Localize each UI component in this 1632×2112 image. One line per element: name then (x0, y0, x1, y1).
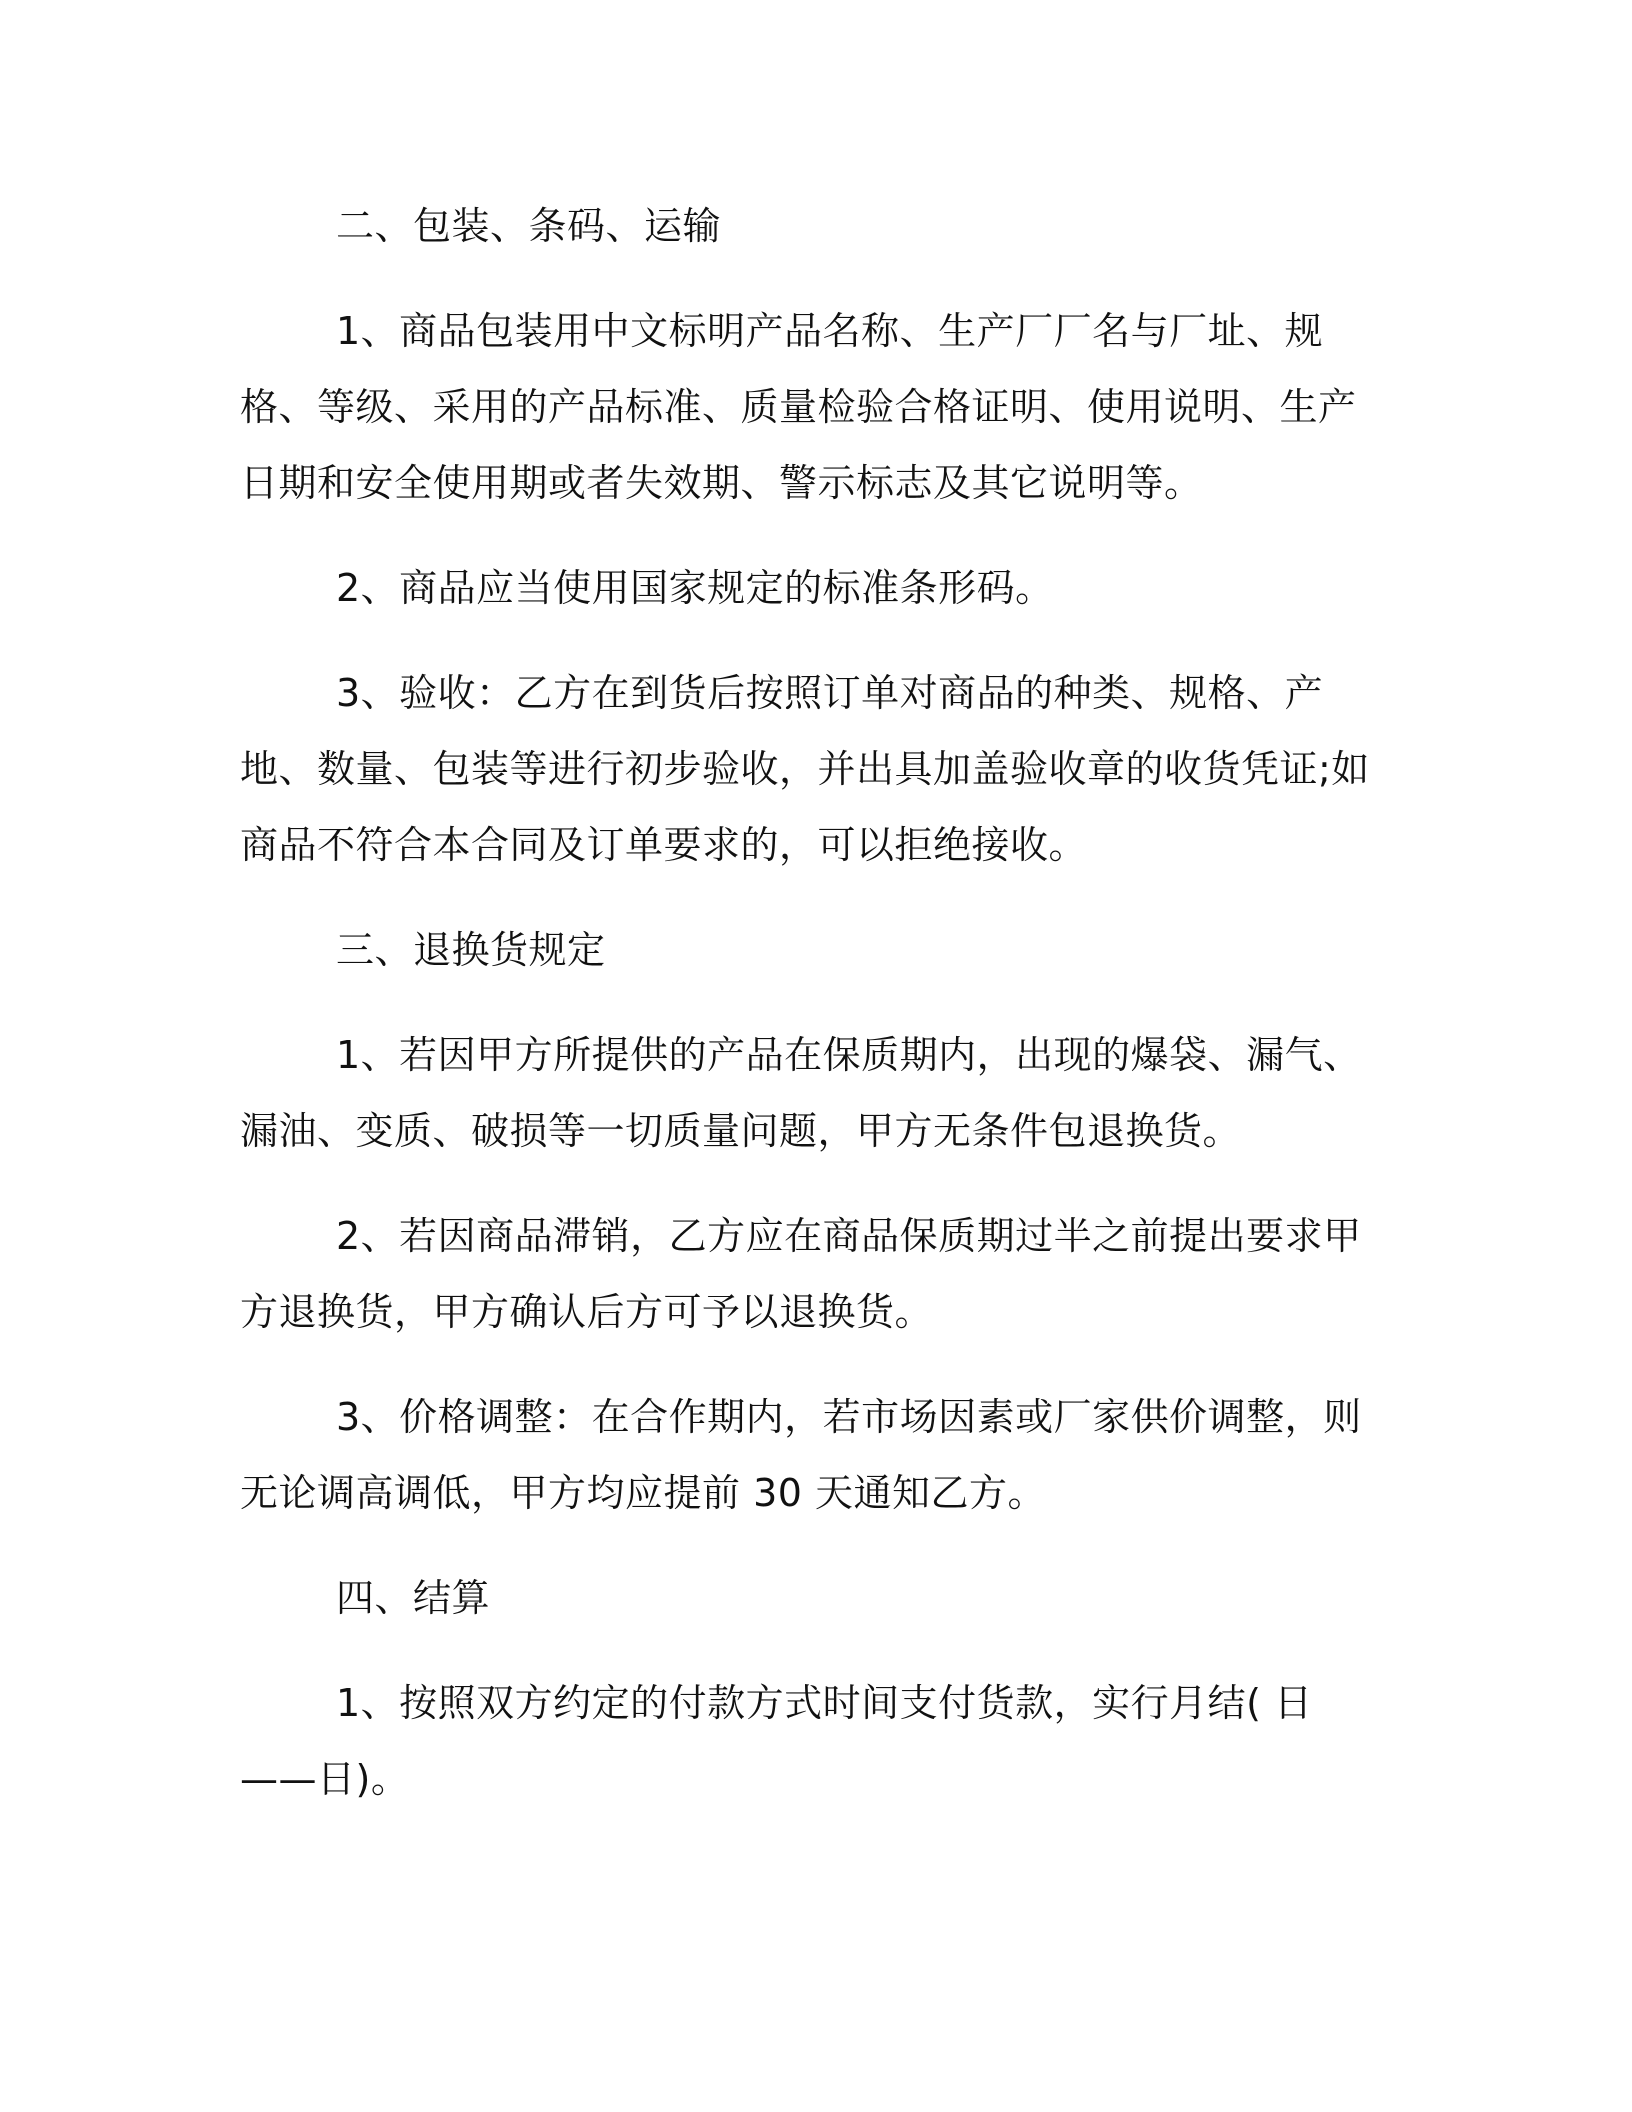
section-heading-returns: 三、退换货规定 (336, 928, 606, 972)
returns-item-1: 1、若因甲方所提供的产品在保质期内，出现的爆袋、漏气、漏油、变质、破损等一切质量问题，甲方无条件包退换货。 (240, 1033, 1362, 1153)
packaging-item-3: 3、验收：乙方在到货后按照订单对商品的种类、规格、产地、数量、包装等进行初步验收，并出具加盖验收章的收货凭证;如商品不符合本合同及订单要求的，可以拒绝接收。 (240, 671, 1370, 867)
section-heading-settlement: 四、结算 (336, 1576, 491, 1620)
packaging-item-2: 2、商品应当使用国家规定的标准条形码。 (336, 566, 1054, 610)
returns-item-2: 2、若因商品滞销，乙方应在商品保质期过半之前提出要求甲方退换货，甲方确认后方可予以退换货。 (240, 1214, 1362, 1334)
section-heading-packaging: 二、包装、条码、运输 (336, 204, 722, 248)
settlement-item-1: 1、按照双方约定的付款方式时间支付货款，实行月结( 日——日)。 (240, 1681, 1313, 1801)
packaging-item-1: 1、商品包装用中文标明产品名称、生产厂厂名与厂址、规格、等级、采用的产品标准、质量检验合格证明、使用说明、生产日期和安全使用期或者失效期、警示标志及其它说明等。 (240, 309, 1357, 505)
document-body (240, 188, 1370, 1846)
returns-item-3: 3、价格调整：在合作期内，若市场因素或厂家供价调整，则无论调高调低，甲方均应提前 30 天通知乙方。 (240, 1395, 1362, 1515)
